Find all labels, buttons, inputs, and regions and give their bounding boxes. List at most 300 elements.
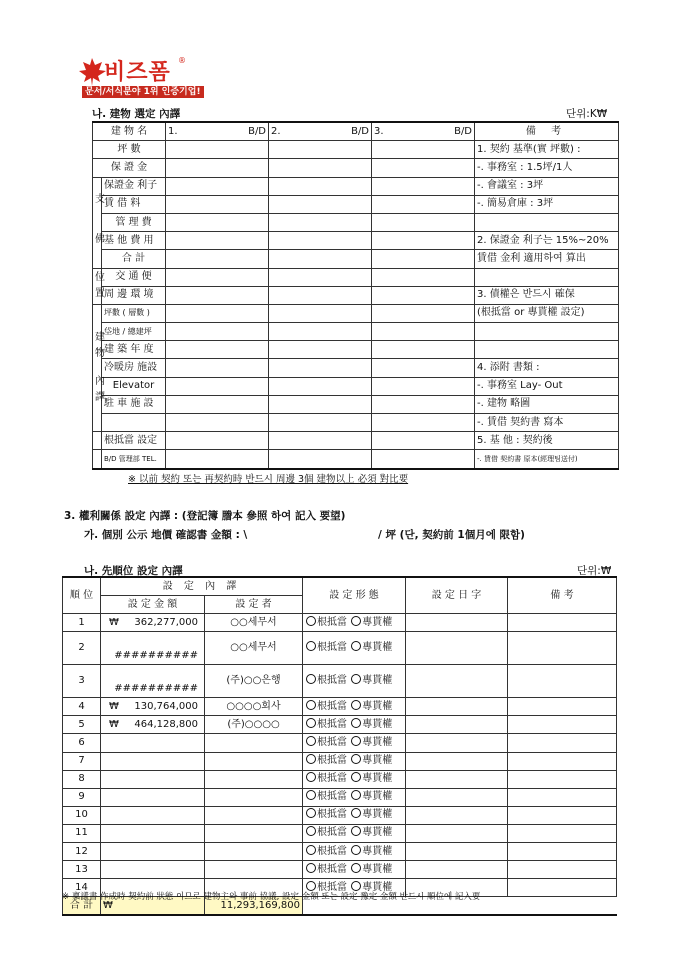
cell-input[interactable] — [166, 341, 269, 359]
row-amount-value: 464,128,800 — [134, 718, 198, 730]
row-type — [303, 861, 406, 879]
cell-input[interactable] — [372, 432, 475, 450]
radio-mortgage-label: 根抵當 — [317, 675, 348, 687]
header-building-3 — [372, 122, 475, 141]
table-row — [63, 734, 617, 752]
cell-input[interactable] — [372, 250, 475, 268]
row-order: 10 — [63, 806, 101, 824]
radio-lease-label: 專貰權 — [362, 675, 393, 687]
radio-mortgage-label: 根抵當 — [317, 827, 348, 839]
logo-reg-mark: ® — [178, 56, 186, 65]
remark-line: -. 事務室 Lay- Out — [475, 377, 619, 395]
row-remark[interactable] — [508, 843, 617, 861]
radio-mortgage[interactable] — [306, 718, 316, 728]
row-type — [303, 806, 406, 824]
radio-lease[interactable] — [351, 700, 361, 710]
cell-input[interactable] — [166, 268, 269, 286]
table-row — [63, 824, 617, 842]
radio-mortgage[interactable] — [306, 790, 316, 800]
radio-mortgage-label: 根抵當 — [317, 773, 348, 785]
row-label: 建 築 年 度 — [102, 341, 166, 359]
cell-input[interactable] — [269, 141, 372, 159]
row-type — [303, 824, 406, 842]
row-label: 周 邊 環 境 — [102, 286, 166, 304]
remark-line: 5. 基 他 : 契約後 — [475, 432, 619, 450]
row-setter[interactable] — [205, 734, 303, 752]
row-label-bd-tel: B/D 管理部 TEL. — [102, 450, 166, 469]
row-type — [303, 614, 406, 632]
remark-line — [475, 213, 619, 231]
header-order: 順 位 — [63, 577, 101, 614]
row-setter[interactable]: ○○세무서 — [205, 614, 303, 632]
table-row — [93, 432, 619, 450]
header-building-2 — [269, 122, 372, 141]
row-amount-value: 362,277,000 — [134, 616, 198, 628]
radio-lease[interactable] — [351, 754, 361, 764]
radio-lease-label: 專貰權 — [362, 642, 393, 654]
priority-footnote: ※ 稟議書 作成時 契約前 狀態 이므로 建物主와 事前 協議, 設定 金額 또는 設定 豫定 金額 반드시 順位에 記入要 — [62, 892, 481, 902]
row-order: 4 — [63, 698, 101, 716]
row-remark[interactable] — [508, 824, 617, 842]
table-row — [93, 268, 619, 286]
radio-lease[interactable] — [351, 616, 361, 626]
radio-mortgage-label: 根抵當 — [317, 863, 348, 875]
radio-mortgage-label: 根抵當 — [317, 881, 348, 893]
cell-input[interactable] — [269, 159, 372, 177]
cell-input[interactable] — [166, 250, 269, 268]
row-remark[interactable] — [508, 698, 617, 716]
row-amount-value: 130,764,000 — [134, 700, 198, 712]
cell-input[interactable] — [269, 195, 372, 213]
radio-mortgage-label: 根抵當 — [317, 700, 348, 712]
unit-label-won: 단위:₩ — [577, 565, 612, 577]
table-row — [93, 250, 619, 268]
radio-lease-label: 專貰權 — [362, 737, 393, 749]
radio-mortgage-label: 根抵當 — [317, 845, 348, 857]
cell-input[interactable] — [372, 450, 475, 469]
cell-input[interactable] — [166, 232, 269, 250]
row-date[interactable] — [406, 698, 508, 716]
row-amount[interactable] — [101, 806, 205, 824]
radio-mortgage[interactable] — [306, 754, 316, 764]
radio-mortgage[interactable] — [306, 674, 316, 684]
row-label-pyeong: 坪 數 — [93, 141, 166, 159]
radio-mortgage[interactable] — [306, 863, 316, 873]
cell-input[interactable] — [166, 395, 269, 413]
cell-input[interactable] — [372, 341, 475, 359]
cell-input[interactable] — [269, 377, 372, 395]
cell-input[interactable] — [372, 286, 475, 304]
row-order: 8 — [63, 770, 101, 788]
table-row — [93, 177, 619, 195]
total-label: 合 計 — [63, 897, 101, 916]
table-row — [93, 232, 619, 250]
row-amount[interactable] — [101, 770, 205, 788]
remark-line: 3. 債權은 반드시 確保 — [475, 286, 619, 304]
cell-input[interactable] — [372, 414, 475, 432]
radio-mortgage-label: 根抵當 — [317, 616, 348, 628]
header-date: 設 定 日 字 — [406, 577, 508, 614]
radio-mortgage[interactable] — [306, 808, 316, 818]
cell-input[interactable] — [269, 304, 372, 322]
radio-mortgage-label: 根抵當 — [317, 809, 348, 821]
table-row — [93, 341, 619, 359]
row-type — [303, 843, 406, 861]
row-setter[interactable]: (주)○○은행 — [205, 665, 303, 698]
row-type — [303, 665, 406, 698]
row-amount[interactable] — [101, 843, 205, 861]
row-order: 13 — [63, 861, 101, 879]
cell-input[interactable] — [372, 268, 475, 286]
row-order: 11 — [63, 824, 101, 842]
row-order: 3 — [63, 665, 101, 698]
cell-input[interactable] — [372, 304, 475, 322]
cell-input[interactable] — [166, 177, 269, 195]
section3-title: 3. 權利關係 設定 內譯 : (登記簿 謄本 參照 하여 記入 要望) — [64, 510, 346, 522]
row-setter[interactable] — [205, 843, 303, 861]
row-label: 駐 車 施 設 — [102, 395, 166, 413]
cell-input[interactable] — [166, 286, 269, 304]
row-remark[interactable] — [508, 788, 617, 806]
radio-lease-label: 專貰權 — [362, 616, 393, 628]
radio-mortgage[interactable] — [306, 700, 316, 710]
row-amount[interactable] — [101, 632, 205, 665]
row-date[interactable] — [406, 806, 508, 824]
row-label-mortgage: 根抵當 設定 — [102, 432, 166, 450]
header-remarks: 備 考 — [475, 122, 619, 141]
table-row — [93, 377, 619, 395]
remark-line: 2. 保證金 利子는 15%~20% — [475, 232, 619, 250]
group-char: 建 — [95, 332, 105, 344]
cell-input[interactable] — [372, 232, 475, 250]
radio-lease[interactable] — [351, 718, 361, 728]
row-type — [303, 632, 406, 665]
group-label-wichi — [93, 268, 105, 304]
row-label: 合 計 — [102, 250, 166, 268]
cell-input[interactable] — [372, 141, 475, 159]
row-date[interactable] — [406, 716, 508, 734]
row-remark[interactable] — [508, 752, 617, 770]
group-label-geonmul — [93, 304, 105, 431]
radio-lease[interactable] — [351, 863, 361, 873]
cell-input[interactable] — [372, 195, 475, 213]
cell-input[interactable] — [269, 323, 372, 341]
row-order: 12 — [63, 843, 101, 861]
table-row — [93, 395, 619, 413]
header-b1-num: 1. — [168, 125, 178, 137]
remark-line: -. 事務室 : 1.5坪/1人 — [475, 159, 619, 177]
cell-input[interactable] — [166, 377, 269, 395]
row-date[interactable] — [406, 614, 508, 632]
priority-table — [62, 576, 617, 916]
group-char: 支 — [95, 193, 105, 205]
cell-input[interactable] — [269, 268, 372, 286]
section3-ga-tail: / 坪 (단, 契約前 1個月에 限함) — [378, 529, 525, 541]
building-table — [92, 121, 619, 470]
cell-input[interactable] — [269, 395, 372, 413]
group-label-jibul — [93, 177, 105, 268]
table-row — [93, 141, 619, 159]
header-detail: 設 定 內 譯 — [101, 577, 303, 596]
remark-line: 1. 契約 基準(實 坪數) : — [475, 141, 619, 159]
radio-mortgage[interactable] — [306, 641, 316, 651]
cell-input[interactable] — [166, 450, 269, 469]
cell-input[interactable] — [166, 414, 269, 432]
row-label: 冷暖房 施設 — [102, 359, 166, 377]
row-date[interactable] — [406, 824, 508, 842]
cell-input[interactable] — [372, 159, 475, 177]
table-row — [63, 806, 617, 824]
cell-input[interactable] — [166, 195, 269, 213]
row-remark[interactable] — [508, 614, 617, 632]
cell-input[interactable] — [166, 213, 269, 231]
priority-rows — [63, 614, 617, 897]
remark-line: -. 建物 略圖 — [475, 395, 619, 413]
row-order: 6 — [63, 734, 101, 752]
header-b1-bd: B/D — [248, 125, 267, 137]
remark-line: 4. 添附 書類 : — [475, 359, 619, 377]
remark-line: -. 會議室 : 3坪 — [475, 177, 619, 195]
cell-input[interactable] — [372, 323, 475, 341]
remark-line — [475, 268, 619, 286]
radio-lease-label: 專貰權 — [362, 700, 393, 712]
row-remark[interactable] — [508, 806, 617, 824]
radio-lease[interactable] — [351, 674, 361, 684]
cell-input[interactable] — [372, 359, 475, 377]
remark-line: (根抵當 or 專貰權 設定) — [475, 304, 619, 322]
radio-lease[interactable] — [351, 641, 361, 651]
unit-label-kw: 단위:K₩ — [566, 108, 608, 120]
row-date[interactable] — [406, 665, 508, 698]
row-label: 基 他 費 用 — [102, 232, 166, 250]
radio-lease-label: 專貰權 — [362, 827, 393, 839]
remark-line — [475, 323, 619, 341]
table-row — [63, 752, 617, 770]
row-remark[interactable] — [508, 734, 617, 752]
row-date[interactable] — [406, 734, 508, 752]
row-setter[interactable] — [205, 861, 303, 879]
header-building-1 — [166, 122, 269, 141]
row-currency: ₩ — [109, 700, 119, 712]
row-label: 交 通 便 — [102, 268, 166, 286]
row-date[interactable] — [406, 861, 508, 879]
header-b3-num: 3. — [374, 125, 384, 137]
cell-input[interactable] — [166, 323, 269, 341]
row-amount[interactable] — [101, 614, 205, 632]
row-order: 14 — [63, 879, 101, 897]
remark-line — [475, 341, 619, 359]
cell-input[interactable] — [269, 286, 372, 304]
header-building-name: 建 物 名 — [93, 122, 166, 141]
cell-input[interactable] — [166, 359, 269, 377]
remark-line: 賃借 金利 適用하여 算出 — [475, 250, 619, 268]
building-footnote: ※ 以前 契約 또는 再契約時 반드시 周邊 3個 建物以上 必須 對比要 — [128, 474, 409, 485]
row-label: 賃 借 料 — [102, 195, 166, 213]
row-remark[interactable] — [508, 632, 617, 665]
table-row — [63, 770, 617, 788]
row-label — [102, 414, 166, 432]
row-amount[interactable] — [101, 788, 205, 806]
section-title-building: 나. 建物 選定 內譯 — [92, 108, 181, 120]
row-remark[interactable] — [508, 861, 617, 879]
row-setter[interactable] — [205, 770, 303, 788]
table-row — [93, 450, 619, 469]
table-row — [63, 861, 617, 879]
radio-lease-label: 專貰權 — [362, 863, 393, 875]
header-amount: 設 定 金 額 — [101, 596, 205, 614]
remark-line: -. 賃借 契約書 寫本 — [475, 414, 619, 432]
cell-input[interactable] — [166, 141, 269, 159]
radio-mortgage[interactable] — [306, 772, 316, 782]
table-header-row — [63, 577, 617, 596]
row-date[interactable] — [406, 770, 508, 788]
row-amount[interactable] — [101, 716, 205, 734]
row-currency: ₩ — [109, 718, 119, 730]
row-type — [303, 698, 406, 716]
blank-cell — [93, 450, 102, 469]
total-amount: 11,293,169,800 — [205, 897, 303, 916]
header-b2-num: 2. — [271, 125, 281, 137]
radio-mortgage-label: 根抵當 — [317, 642, 348, 654]
row-amount[interactable] — [101, 698, 205, 716]
row-currency: ₩ — [109, 616, 119, 628]
row-remark[interactable] — [508, 770, 617, 788]
row-setter[interactable] — [205, 824, 303, 842]
table-row — [93, 159, 619, 177]
group-char: 譯 — [95, 392, 105, 404]
row-setter[interactable] — [205, 806, 303, 824]
row-type — [303, 752, 406, 770]
radio-lease-label: 專貰權 — [362, 791, 393, 803]
radio-mortgage-label: 根抵當 — [317, 718, 348, 730]
remark-line: -. 賃借 契約書 原本(經理팀送付) — [475, 450, 619, 469]
table-row — [63, 698, 617, 716]
table-row — [63, 665, 617, 698]
radio-lease-label: 專貰權 — [362, 773, 393, 785]
cell-input[interactable] — [166, 432, 269, 450]
radio-lease[interactable] — [351, 826, 361, 836]
cell-input[interactable] — [269, 213, 372, 231]
row-amount[interactable] — [101, 734, 205, 752]
table-row — [93, 323, 619, 341]
radio-mortgage[interactable] — [306, 826, 316, 836]
radio-mortgage[interactable] — [306, 616, 316, 626]
row-order: 5 — [63, 716, 101, 734]
radio-lease[interactable] — [351, 845, 361, 855]
radio-mortgage-label: 根抵當 — [317, 737, 348, 749]
row-setter[interactable] — [205, 788, 303, 806]
radio-lease-label: 專貰權 — [362, 755, 393, 767]
row-date[interactable] — [406, 752, 508, 770]
radio-lease-label: 專貰權 — [362, 845, 393, 857]
row-amount[interactable] — [101, 861, 205, 879]
row-label: 保證金 利子 — [102, 177, 166, 195]
group-char: 物 — [95, 348, 105, 360]
cell-input[interactable] — [269, 177, 372, 195]
row-remark[interactable] — [508, 665, 617, 698]
group-char: 位 — [95, 272, 105, 284]
row-date[interactable] — [406, 632, 508, 665]
remark-line: -. 簡易倉庫 : 3坪 — [475, 195, 619, 213]
table-row — [63, 843, 617, 861]
section3-ga: 가. 個別 公示 地價 確認書 金額 : \ — [84, 529, 248, 541]
radio-lease-label: 專貰權 — [362, 881, 393, 893]
row-date[interactable] — [406, 843, 508, 861]
cell-input[interactable] — [166, 159, 269, 177]
radio-lease-label: 專貰權 — [362, 809, 393, 821]
cell-input[interactable] — [269, 341, 372, 359]
row-type — [303, 716, 406, 734]
cell-input[interactable] — [372, 177, 475, 195]
radio-lease[interactable] — [351, 772, 361, 782]
row-setter[interactable]: ○○세무서 — [205, 632, 303, 665]
row-order: 9 — [63, 788, 101, 806]
cell-input[interactable] — [269, 450, 372, 469]
logo-tagline: 문서/서식분야 1위 인증기업! — [82, 86, 204, 98]
cell-input[interactable] — [269, 432, 372, 450]
row-type — [303, 788, 406, 806]
radio-mortgage[interactable] — [306, 736, 316, 746]
row-remark[interactable] — [508, 879, 617, 897]
row-label: 管 理 費 — [102, 213, 166, 231]
row-type — [303, 770, 406, 788]
row-setter[interactable]: (주)○○○○ — [205, 716, 303, 734]
blank-cell — [93, 432, 102, 450]
group-char: 置 — [95, 288, 105, 300]
header-setter: 設 定 者 — [205, 596, 303, 614]
table-row — [93, 195, 619, 213]
row-amount-value: ########## — [114, 650, 198, 662]
row-amount[interactable] — [101, 752, 205, 770]
row-remark[interactable] — [508, 716, 617, 734]
row-label: 垈地 / 總建坪 — [102, 323, 166, 341]
table-row — [63, 788, 617, 806]
row-label: 坪數 ( 層數 ) — [102, 304, 166, 322]
cell-input[interactable] — [269, 414, 372, 432]
table-row — [93, 359, 619, 377]
cell-input[interactable] — [372, 377, 475, 395]
radio-lease[interactable] — [351, 790, 361, 800]
total-currency: ₩ — [101, 897, 205, 916]
radio-mortgage[interactable] — [306, 845, 316, 855]
row-setter[interactable] — [205, 752, 303, 770]
cell-input[interactable] — [372, 213, 475, 231]
cell-input[interactable] — [269, 359, 372, 377]
radio-lease-label: 專貰權 — [362, 718, 393, 730]
radio-lease[interactable] — [351, 736, 361, 746]
row-amount-value: ########## — [114, 683, 198, 695]
radio-mortgage-label: 根抵當 — [317, 755, 348, 767]
table-row — [93, 304, 619, 322]
row-order: 2 — [63, 632, 101, 665]
table-row — [63, 632, 617, 665]
header-type: 設 定 形 態 — [303, 577, 406, 614]
cell-input[interactable] — [372, 395, 475, 413]
row-amount[interactable] — [101, 665, 205, 698]
header-b3-bd: B/D — [454, 125, 473, 137]
row-setter[interactable]: ○○○○회사 — [205, 698, 303, 716]
table-row — [63, 614, 617, 632]
blank-cell — [508, 897, 617, 916]
cell-input[interactable] — [166, 304, 269, 322]
table-row — [93, 286, 619, 304]
group-char: 佛 — [95, 233, 105, 245]
cell-input[interactable] — [269, 232, 372, 250]
row-amount[interactable] — [101, 824, 205, 842]
radio-lease[interactable] — [351, 808, 361, 818]
row-date[interactable] — [406, 788, 508, 806]
cell-input[interactable] — [269, 250, 372, 268]
